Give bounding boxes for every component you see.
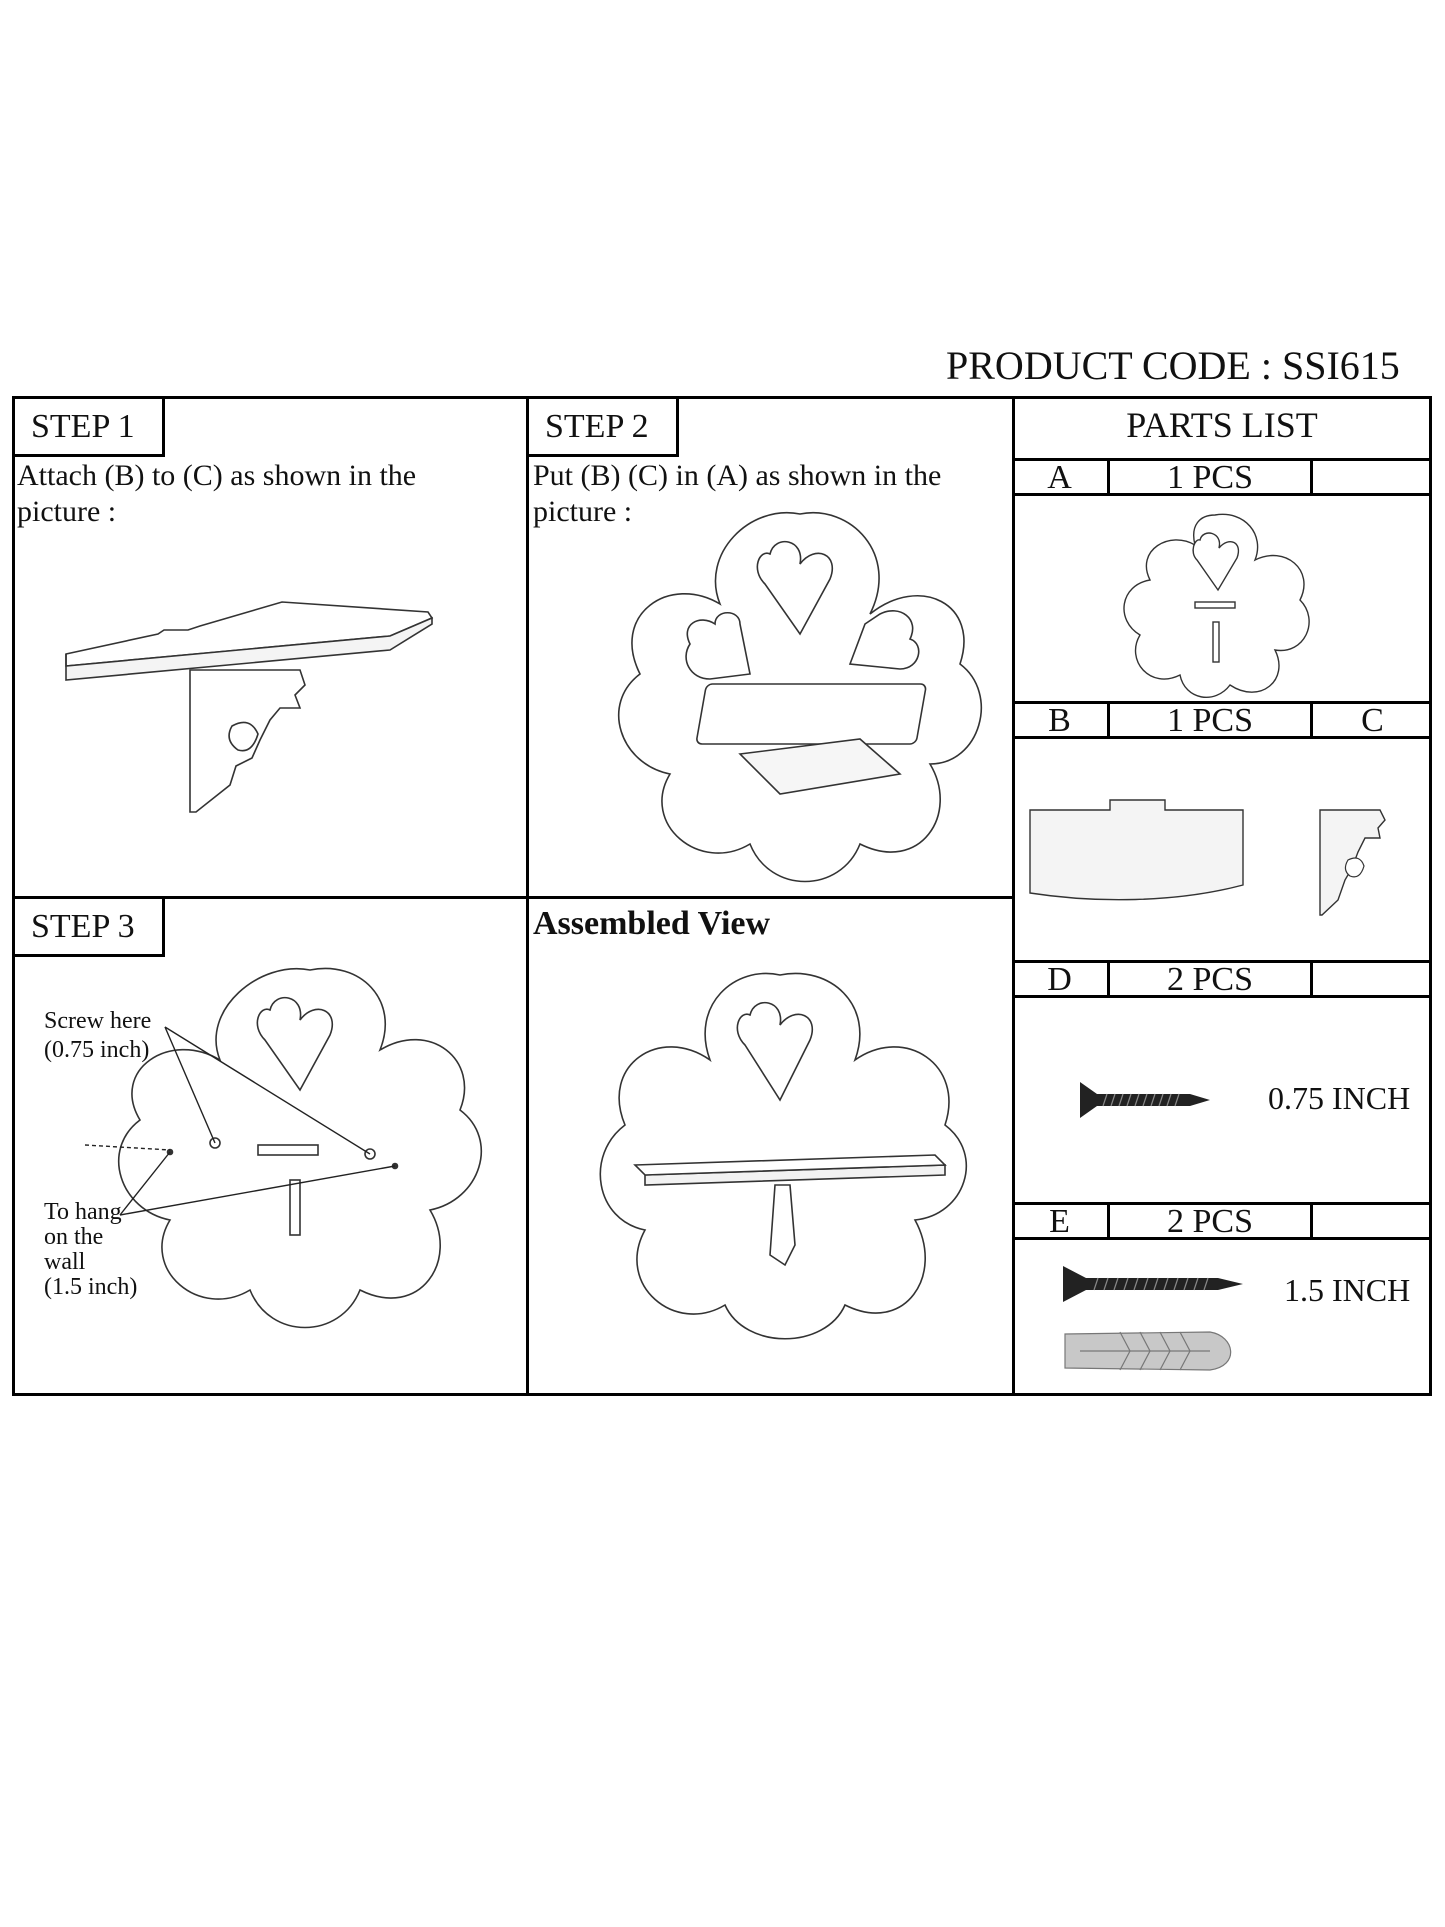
part-a-label: A [1047, 459, 1072, 496]
parts-row-e [1012, 1202, 1432, 1240]
step2-text-line1: Put (B) (C) in (A) as shown in the [533, 459, 942, 492]
part-d-qty: 2 PCS [1167, 961, 1253, 998]
hang-note-line4: (1.5 inch) [44, 1274, 138, 1300]
step2-text-line2: picture : [533, 495, 633, 528]
assembled-view-label: Assembled View [533, 905, 771, 942]
part-c-illustration [1310, 800, 1390, 920]
screw-075-icon [1075, 1080, 1215, 1120]
parts-row-d [1012, 960, 1432, 998]
part-d-label: D [1047, 961, 1072, 998]
wall-plug-icon [1060, 1326, 1240, 1376]
product-code: PRODUCT CODE : SSI615 [946, 343, 1400, 388]
part-a-illustration [1115, 510, 1315, 700]
part-a-qty: 1 PCS [1167, 459, 1253, 496]
part-b-illustration [1025, 795, 1245, 905]
screw-15-icon [1058, 1264, 1248, 1304]
screw-note-line2: (0.75 inch) [44, 1037, 150, 1063]
part-d-size: 0.75 INCH [1268, 1080, 1411, 1116]
part-e-qty: 2 PCS [1167, 1203, 1253, 1240]
step3-label: STEP 3 [15, 899, 165, 957]
hang-note-line3: wall [44, 1249, 86, 1275]
hang-note-line1: To hang [44, 1199, 122, 1225]
step1-text-line2: picture : [17, 495, 117, 528]
hang-note-line2: on the [44, 1224, 104, 1250]
step1-text-line1: Attach (B) to (C) as shown in the [17, 459, 417, 492]
part-b-label: B [1048, 702, 1071, 739]
part-c-label: C [1361, 702, 1384, 739]
part-e-label: E [1049, 1203, 1070, 1240]
parts-row-a [1012, 458, 1432, 496]
step2-label: STEP 2 [529, 399, 679, 457]
screw-note-line1: Screw here [44, 1008, 152, 1034]
part-b-qty: 1 PCS [1167, 702, 1253, 739]
parts-row-b [1012, 701, 1432, 739]
step2-illustration [600, 494, 1000, 894]
step1-illustration [60, 590, 440, 820]
step1-label: STEP 1 [15, 399, 165, 457]
assembled-illustration [585, 965, 965, 1345]
part-e-size: 1.5 INCH [1284, 1272, 1411, 1308]
parts-list-title: PARTS LIST [1126, 405, 1318, 445]
